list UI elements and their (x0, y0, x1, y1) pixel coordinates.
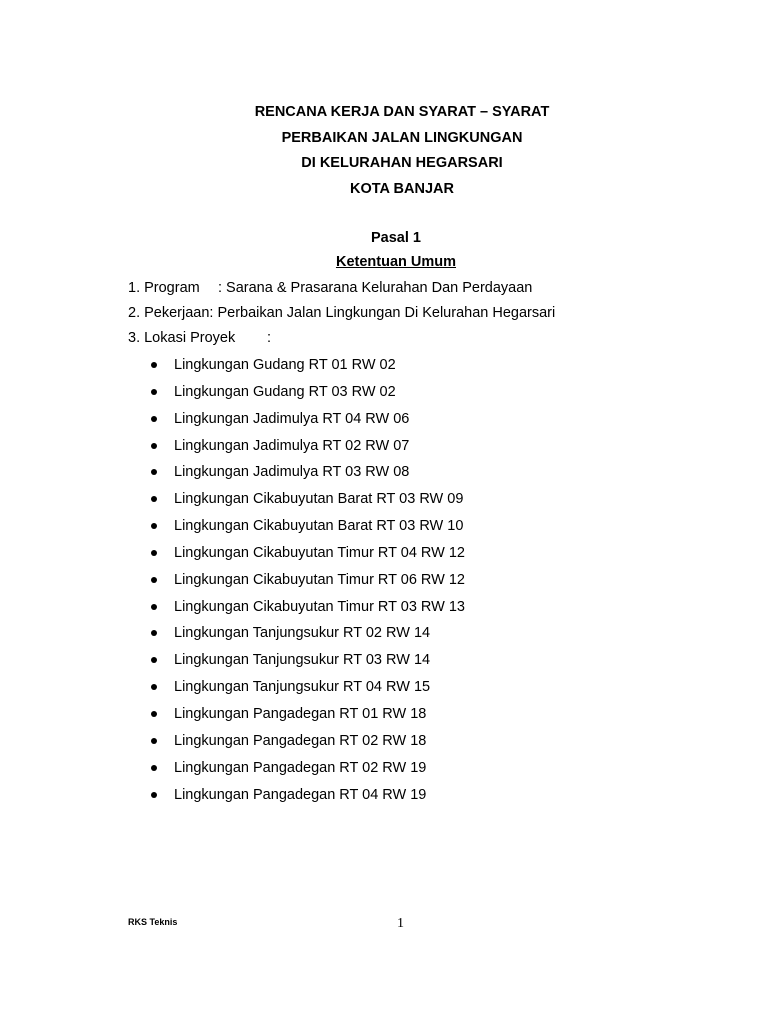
title-line: PERBAIKAN JALAN LINGKUNGAN (281, 129, 523, 146)
bullet-icon (151, 362, 157, 368)
bullet-icon (151, 657, 157, 663)
info-value: : (267, 330, 272, 346)
bullet-icon (151, 604, 157, 610)
info-value: : Sarana & Prasarana Kelurahan Dan Perdayaan (218, 280, 533, 296)
info-row-lokasi (128, 329, 555, 354)
list-item (147, 517, 465, 544)
bullet-icon (151, 496, 157, 502)
list-item-text: Lingkungan Gudang RT 01 RW 02 (174, 357, 396, 373)
page-number: 1 (397, 916, 404, 931)
list-item-text: Lingkungan Tanjungsukur RT 04 RW 15 (174, 679, 431, 696)
location-list (147, 356, 465, 812)
bullet-icon (151, 792, 157, 798)
list-item (147, 490, 465, 517)
list-item-text: Lingkungan Cikabuyutan Timur RT 03 RW 13 (174, 598, 465, 615)
list-item (147, 571, 465, 598)
list-item (147, 598, 465, 625)
bullet-icon (151, 577, 157, 583)
list-item (147, 759, 465, 786)
list-item-text: Lingkungan Cikabuyutan Timur RT 06 RW 12 (174, 571, 465, 588)
list-item-text: Lingkungan Jadimulya RT 02 RW 07 (174, 437, 410, 454)
list-item-text: Lingkungan Jadimulya RT 04 RW 06 (174, 410, 410, 427)
bullet-icon (151, 389, 157, 395)
list-item (147, 651, 465, 678)
list-item (147, 463, 465, 490)
list-item-text: Lingkungan Cikabuyutan Barat RT 03 RW 09 (174, 491, 464, 508)
list-item-text: Lingkungan Pangadegan RT 04 RW 19 (174, 786, 427, 803)
bullet-icon (151, 523, 157, 529)
list-item (147, 705, 465, 732)
info-key: 1. Program (128, 280, 200, 296)
list-item-text: Lingkungan Cikabuyutan Barat RT 03 RW 10 (174, 518, 464, 535)
bullet-icon (151, 550, 157, 556)
list-item (147, 437, 465, 464)
list-item-text: Lingkungan Cikabuyutan Timur RT 04 RW 12 (174, 544, 465, 561)
pasal-subheading: Ketentuan Umum (335, 254, 457, 270)
bullet-icon (151, 738, 157, 744)
title-line: KOTA BANJAR (350, 180, 454, 197)
list-item-text: Lingkungan Pangadegan RT 02 RW 19 (174, 759, 427, 776)
list-item-text: Lingkungan Pangadegan RT 02 RW 18 (174, 732, 427, 749)
list-item (147, 786, 465, 813)
list-item (147, 356, 465, 383)
bullet-icon (151, 765, 157, 771)
title-line: DI KELURAHAN HEGARSARI (301, 155, 503, 171)
document-title (0, 103, 768, 205)
bullet-icon (151, 443, 157, 449)
title-line: RENCANA KERJA DAN SYARAT – SYARAT (254, 104, 550, 120)
info-key: 3. Lokasi Proyek (128, 330, 236, 346)
info-key: 2. Pekerjaan (128, 305, 210, 321)
list-item-text: Lingkungan Gudang RT 03 RW 02 (174, 383, 396, 400)
list-item (147, 383, 465, 410)
bullet-icon (151, 416, 157, 422)
list-item-text: Lingkungan Jadimulya RT 03 RW 08 (174, 464, 410, 481)
list-item-text: Lingkungan Tanjungsukur RT 03 RW 14 (174, 652, 431, 669)
list-item (147, 544, 465, 571)
list-item (147, 410, 465, 437)
pasal-heading: Pasal 1 (371, 230, 421, 246)
list-item-text: Lingkungan Tanjungsukur RT 02 RW 14 (174, 625, 431, 642)
list-item-text: Lingkungan Pangadegan RT 01 RW 18 (174, 705, 427, 722)
info-value: : Perbaikan Jalan Lingkungan Di Kelurahan Hegarsari (209, 305, 556, 321)
list-item (147, 678, 465, 705)
bullet-icon (151, 711, 157, 717)
project-info (128, 279, 555, 354)
list-item (147, 624, 465, 651)
info-row-program (128, 279, 555, 304)
list-item (147, 732, 465, 759)
section-heading (0, 229, 768, 277)
bullet-icon (151, 630, 157, 636)
footer-label: RKS Teknis (128, 917, 178, 927)
info-row-pekerjaan (128, 304, 555, 329)
bullet-icon (151, 469, 157, 475)
bullet-icon (151, 684, 157, 690)
